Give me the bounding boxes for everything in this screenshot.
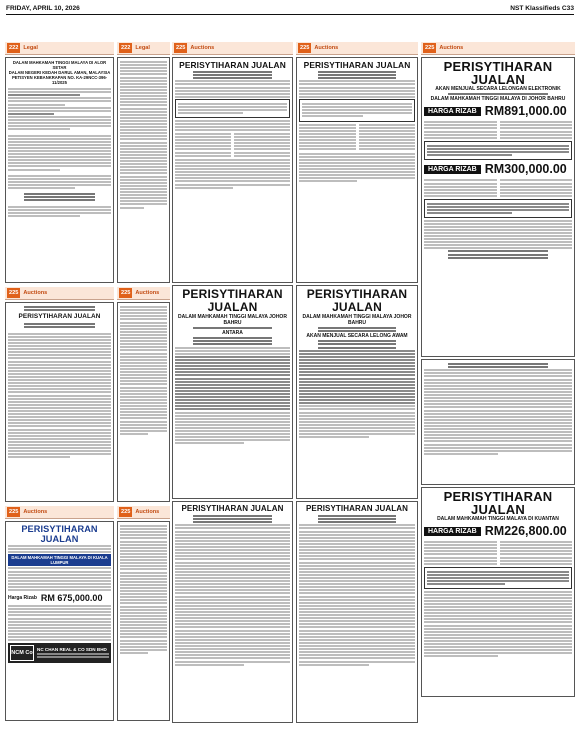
col5-bottom-title: PERISYTIHARAN JUALAN bbox=[443, 489, 553, 517]
agent-logo: NCM Co bbox=[10, 645, 34, 661]
blue-title: PERISYTIHARAN JUALAN bbox=[21, 524, 98, 544]
reserve-price-label: HARGA RIZAB bbox=[424, 107, 481, 116]
col5-sub: AKAN MENJUAL SECARA LELONGAN ELEKTRONIK bbox=[435, 86, 561, 92]
col5-sub-2: DALAM MAHKAMAH TINGGI MALAYA DI JOHOR BAHRU bbox=[430, 96, 566, 103]
header-date: FRIDAY, APRIL 10, 2026 bbox=[6, 5, 80, 12]
auction-notice-col4-b bbox=[296, 285, 418, 499]
blue-price: RM 675,000.00 bbox=[40, 593, 103, 604]
col5-title: PERISYTIHARAN JUALAN bbox=[443, 59, 553, 87]
auction-notice-col5-b bbox=[421, 359, 575, 485]
auction-notice-col1-a: PERISYTIHARAN JUALAN bbox=[5, 302, 114, 502]
agent-block bbox=[8, 643, 111, 663]
banner-legal: 222 Legal bbox=[5, 42, 114, 55]
auction-notice-col5-a bbox=[421, 57, 575, 357]
auction-notice-col3-a bbox=[172, 57, 293, 283]
auction-notice-col5-c bbox=[421, 487, 575, 697]
col4-title-1: PERISYTIHARAN JUALAN bbox=[303, 60, 411, 70]
banner-auctions-7: 225 Auctions bbox=[421, 42, 575, 55]
col3-sub-2a: DALAM MAHKAMAH TINGGI MALAYA JOHOR BAHRU bbox=[178, 314, 287, 326]
banner-auctions-4: 225 Auctions bbox=[117, 506, 170, 519]
reserve-price-1: RM891,000.00 bbox=[484, 104, 567, 119]
page-header bbox=[6, 3, 574, 15]
col3-title-3: PERISYTIHARAN JUALAN bbox=[181, 504, 284, 513]
col3-title-1: PERISYTIHARAN JUALAN bbox=[179, 60, 286, 70]
col4-sub-2b: AKAN MENJUAL SECARA LELONG AWAM bbox=[306, 333, 408, 340]
col4-sub-2a: DALAM MAHKAMAH TINGGI MALAYA JOHOR BAHRU bbox=[302, 314, 412, 326]
auction-notice-blue bbox=[5, 521, 114, 721]
banner-auctions-3: 225 Auctions bbox=[117, 287, 170, 300]
blue-court: DALAM MAHKAMAH TINGGI MALAYA DI KUALA LUMPUR bbox=[8, 554, 111, 566]
column-2 bbox=[117, 42, 170, 726]
column-3 bbox=[172, 42, 293, 726]
price-row-3 bbox=[424, 524, 572, 538]
legal-court-2: DALAM NEGERI KEDAH DARUL AMAN, MALAYSIA bbox=[8, 70, 111, 75]
agent-name: NC CHAN REAL & CO SDN BHD bbox=[37, 646, 107, 652]
reserve-price-2: RM300,000.00 bbox=[484, 162, 567, 177]
column-5 bbox=[421, 42, 575, 726]
col3-title-2: PERISYTIHARAN JUALAN bbox=[182, 287, 283, 314]
col5-bottom-sub: DALAM MAHKAMAH TINGGI MALAYA DI KUANTAN bbox=[437, 516, 559, 522]
price-row-1 bbox=[424, 104, 572, 118]
col3-sub-2b: ANTARA bbox=[222, 330, 243, 337]
banner-legal-2: 222 Legal bbox=[117, 42, 170, 55]
price-row-2 bbox=[424, 162, 572, 176]
col4-title-3: PERISYTIHARAN JUALAN bbox=[305, 504, 408, 513]
col4-title-2: PERISYTIHARAN JUALAN bbox=[306, 287, 408, 314]
legal-notice-2 bbox=[117, 57, 170, 283]
legal-court: DALAM MAHKAMAH TINGGI MALAYA DI ALOR SETAR bbox=[12, 60, 107, 70]
banner-auctions-6: 225 Auctions bbox=[296, 42, 418, 55]
banner-auctions-2: 225 Auctions bbox=[5, 506, 114, 519]
banner-auctions-5: 225 Auctions bbox=[172, 42, 293, 55]
legal-notice bbox=[5, 57, 114, 283]
column-4 bbox=[296, 42, 418, 726]
auction-notice-col2-b bbox=[117, 521, 170, 721]
auction-notice-col3-c bbox=[172, 501, 293, 723]
auction-notice-col2-a bbox=[117, 302, 170, 502]
legal-petition: PETISYEN KEBANKRAPAN NO. KA-29NCC-396-11/2025 bbox=[11, 75, 108, 85]
auction-notice-col4-a bbox=[296, 57, 418, 283]
header-section: NST Klassifieds C33 bbox=[510, 5, 574, 12]
reserve-price-label-3: HARGA RIZAB bbox=[424, 527, 481, 536]
reserve-price-label-2: HARGA RIZAB bbox=[424, 165, 481, 174]
blue-price-row: Harga Rizab RM 675,000.00 bbox=[8, 593, 103, 604]
banner-auctions-1: 225 Auctions bbox=[5, 287, 114, 300]
auction-notice-col4-c bbox=[296, 501, 418, 723]
reserve-price-3: RM226,800.00 bbox=[484, 524, 567, 538]
auction-notice-col3-b bbox=[172, 285, 293, 499]
column-1 bbox=[5, 42, 114, 726]
